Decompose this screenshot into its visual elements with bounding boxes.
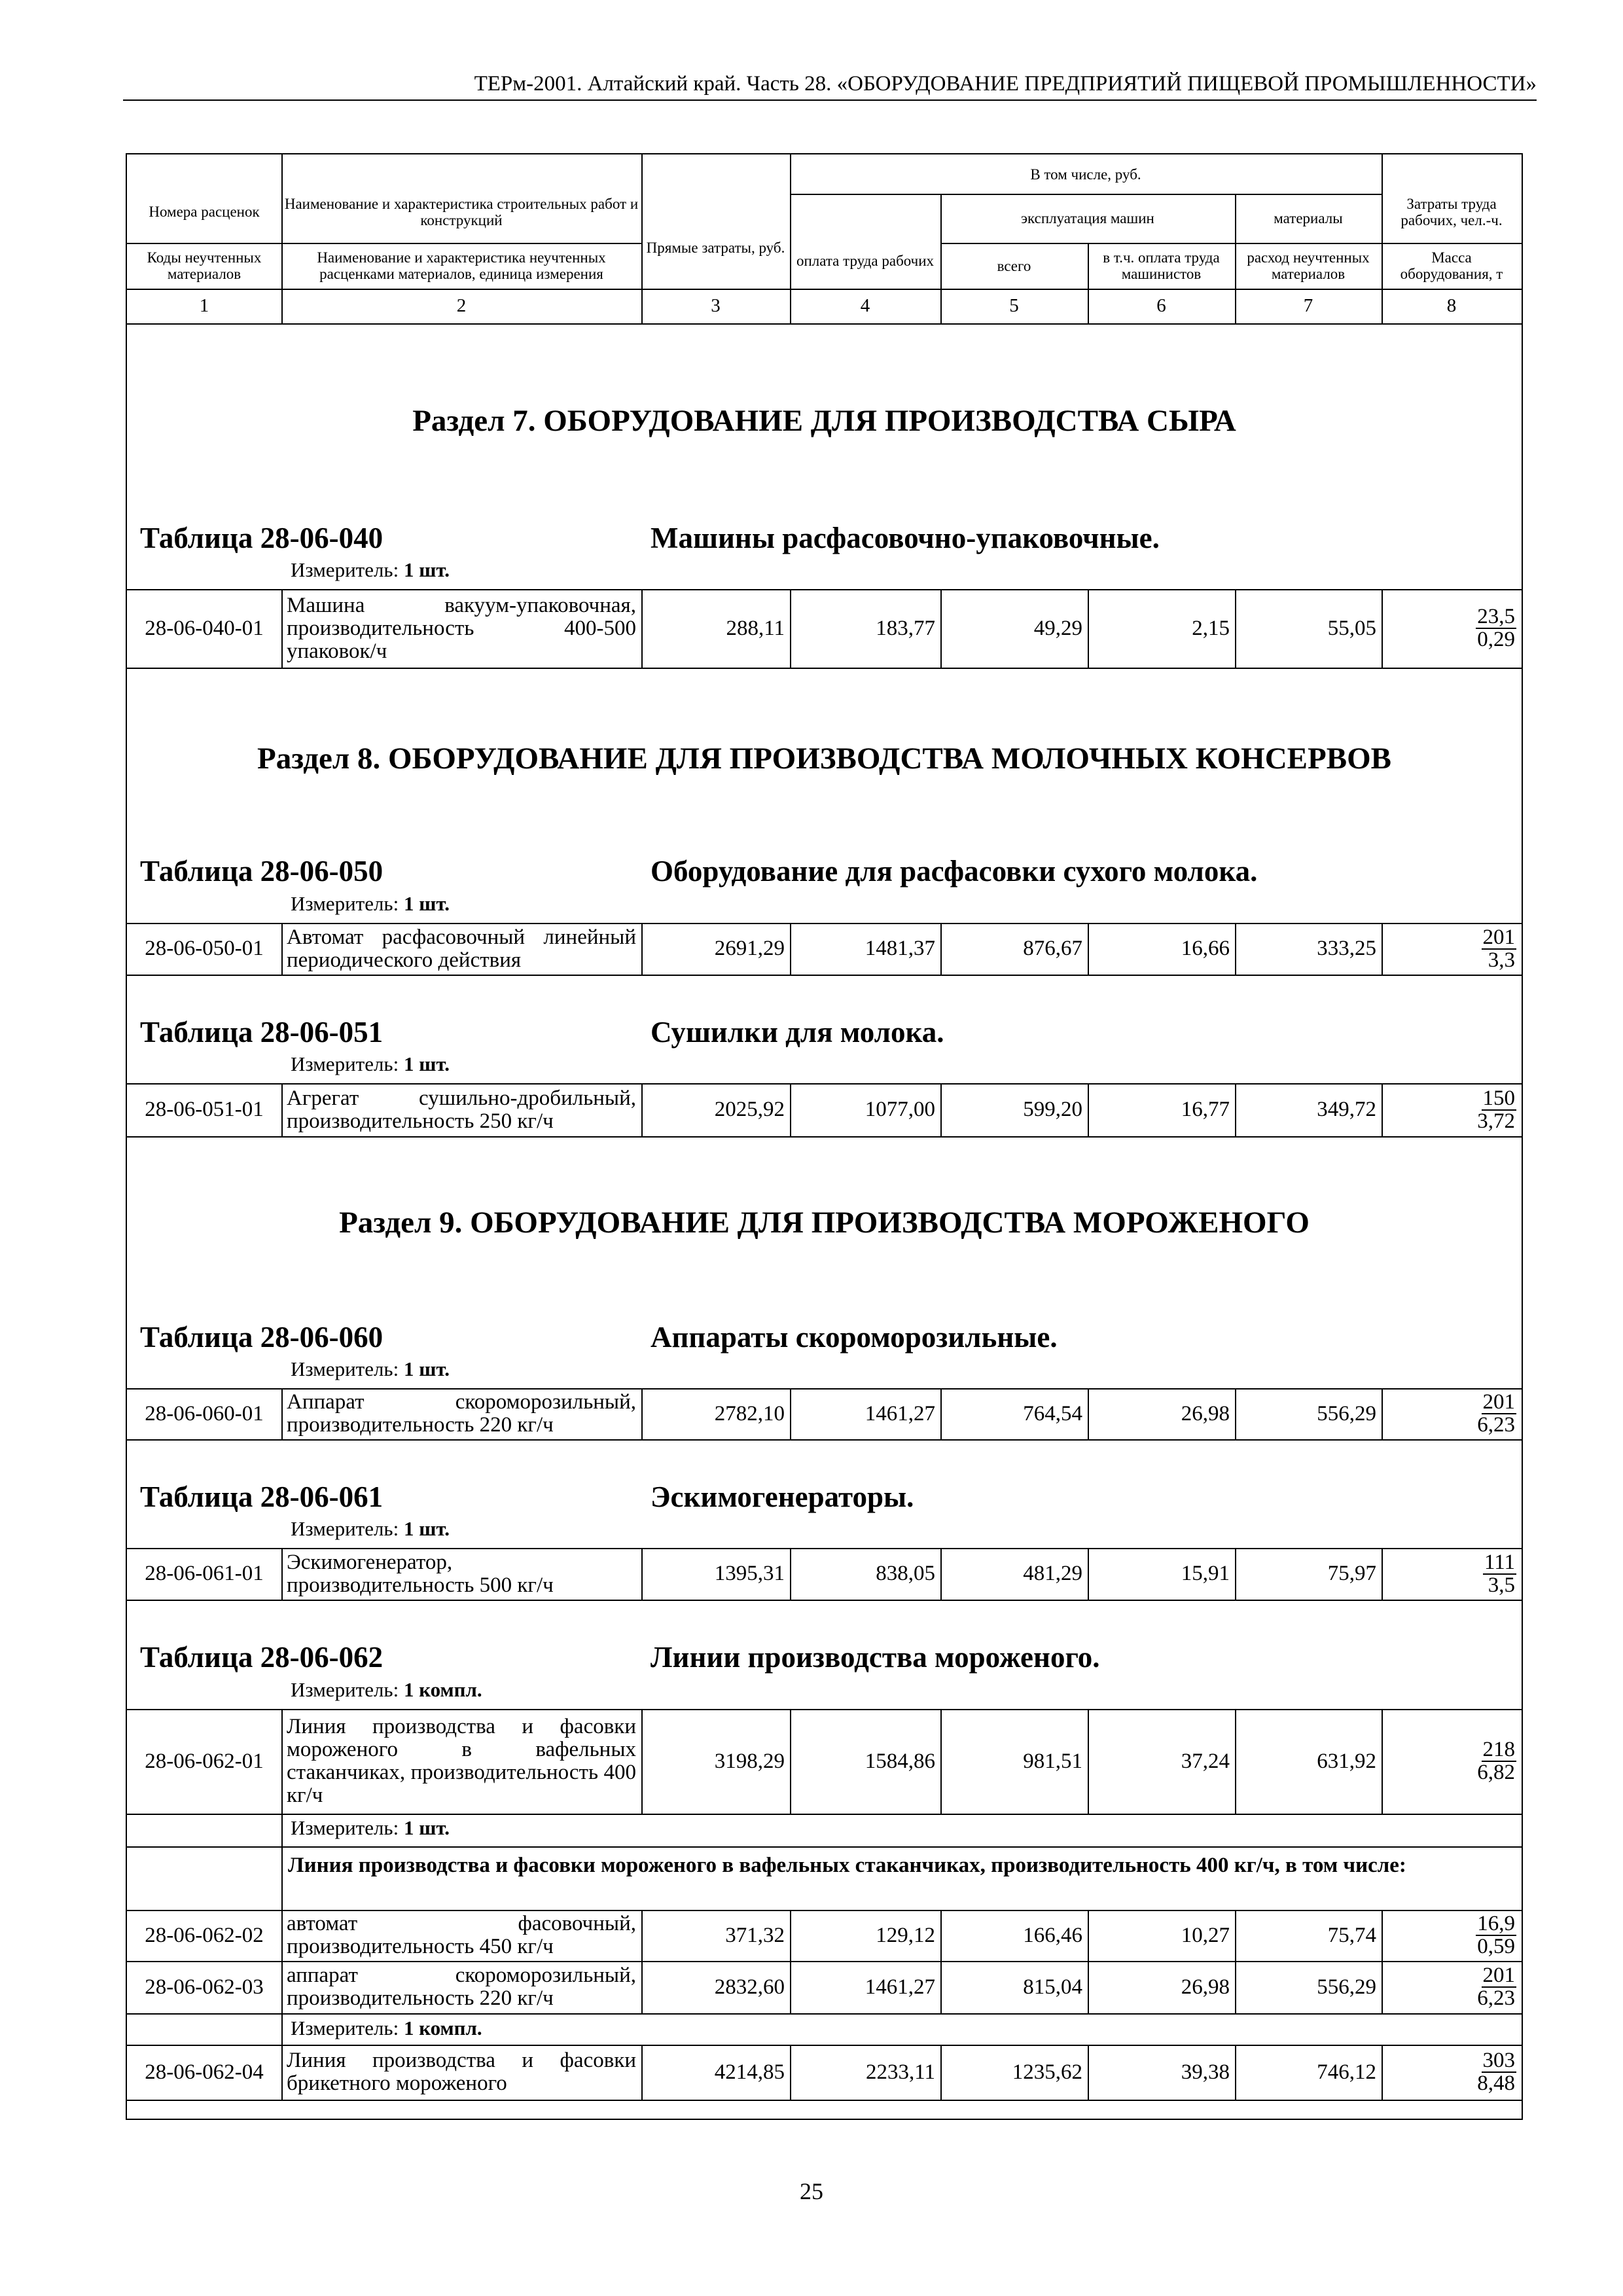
measure-value: 1 шт.: [403, 1052, 450, 1075]
column-number: 1: [199, 295, 209, 316]
machine-cost: 981,51: [1023, 1749, 1082, 1773]
measure-value: 1 шт.: [403, 892, 450, 915]
labor-hours: 201: [1482, 1964, 1515, 1987]
header-col1-bottom: Коды неучтенных материалов: [147, 249, 262, 282]
table-title: Машины расфасовочно-упаковочные.: [651, 522, 1160, 554]
direct-cost: 2025,92: [714, 1098, 785, 1121]
rate-code: 28-06-062-01: [145, 1749, 264, 1773]
operator-cost: 26,98: [1181, 1401, 1230, 1426]
labor-cost: 1461,27: [865, 1975, 935, 1999]
rate-code: 28-06-062-04: [145, 2060, 264, 2084]
rule-h: [1382, 243, 1522, 244]
rate-code: 28-06-060-01: [145, 1401, 264, 1426]
group-note: Линия производства и фасовки мороженого в вафельных стаканчиках, производительность 400 кг/ч, в том числе:: [288, 1854, 1406, 1877]
header-col1-top: Номера расценок: [149, 204, 260, 220]
section-title: Раздел 8. ОБОРУДОВАНИЕ ДЛЯ ПРОИЗВОДСТВА МОЛОЧНЫХ КОНСЕРВОВ: [257, 742, 1391, 776]
header-col8-bottom: Масса оборудования, т: [1400, 249, 1503, 282]
work-name-text: Агрегат сушильно-дробильный, производительность 250 кг/ч: [287, 1086, 636, 1133]
direct-cost: 371,32: [725, 1923, 785, 1947]
equipment-mass: 3,5: [1488, 1573, 1515, 1597]
column-number: 6: [1156, 295, 1166, 316]
work-name: [281, 1388, 641, 1439]
rate-code: 28-06-050-01: [145, 937, 264, 960]
equipment-mass: 0,29: [1477, 628, 1515, 651]
rule-h: [127, 2013, 1522, 2015]
operator-cost: 2,15: [1192, 616, 1230, 640]
rule-h: [127, 1439, 1522, 1441]
measure-label: Измеритель:: [291, 1052, 399, 1075]
operator-cost: 16,77: [1181, 1098, 1230, 1121]
measure-label: Измеритель:: [291, 1816, 399, 1839]
labor-hours: 111: [1484, 1550, 1515, 1574]
labor-mass: [1382, 2045, 1522, 2100]
rule-h: [127, 975, 1522, 976]
materials-cost: 55,05: [1327, 616, 1376, 640]
direct-cost: 2832,60: [714, 1975, 785, 1999]
table-code: Таблица 28-06-040: [140, 522, 383, 554]
equipment-mass: 6,82: [1477, 1761, 1515, 1784]
column-number: 3: [711, 295, 721, 316]
machine-cost: 764,54: [1023, 1401, 1082, 1426]
labor-cost: 838,05: [876, 1562, 935, 1585]
rate-code: 28-06-062-03: [145, 1975, 264, 1999]
table-code: Таблица 28-06-051: [140, 1016, 383, 1049]
header-col4: оплата труда рабочих: [796, 253, 935, 269]
operator-cost: 16,66: [1181, 937, 1230, 960]
table-title: Оборудование для расфасовки сухого молока.: [651, 855, 1258, 888]
header-materials: материалы: [1274, 210, 1343, 226]
rule-v: [281, 154, 283, 323]
measure-unit: [291, 1517, 450, 1541]
measure-unit: [291, 1678, 482, 1702]
header-machines: эксплуатация машин: [1021, 210, 1154, 226]
labor-hours: 150: [1482, 1086, 1515, 1110]
rule-v: [940, 194, 942, 323]
section-title: Раздел 9. ОБОРУДОВАНИЕ ДЛЯ ПРОИЗВОДСТВА МОРОЖЕНОГО: [339, 1206, 1310, 1240]
direct-cost: 3198,29: [714, 1749, 785, 1773]
rule-h: [940, 243, 1382, 244]
table-code: Таблица 28-06-060: [140, 1321, 383, 1354]
machine-cost: 599,20: [1023, 1098, 1082, 1121]
measure-label: Измеритель:: [291, 1678, 399, 1701]
operator-cost: 10,27: [1181, 1923, 1230, 1947]
table-code: Таблица 28-06-061: [140, 1480, 383, 1513]
equipment-mass: 3,3: [1488, 948, 1515, 972]
work-name: [281, 1083, 641, 1136]
measure-value: 1 шт.: [403, 1816, 450, 1839]
table-code: Таблица 28-06-062: [140, 1641, 383, 1674]
materials-cost: 631,92: [1317, 1749, 1376, 1773]
rule-h: [127, 1814, 1522, 1815]
measure-value: 1 компл.: [403, 1678, 482, 1701]
measure-unit: [291, 2017, 482, 2040]
header-col2-top: Наименование и характеристика строительных работ и конструкций: [284, 195, 639, 228]
measure-value: 1 компл.: [403, 2017, 482, 2039]
header-col6: в т.ч. оплата труда машинистов: [1103, 249, 1220, 282]
rule-v: [790, 154, 791, 323]
equipment-mass: 0,59: [1477, 1935, 1515, 1958]
work-name-text: Автомат расфасовочный линейный периодического действия: [287, 925, 636, 972]
rate-code: 28-06-040-01: [145, 616, 264, 640]
measure-unit: [291, 1052, 450, 1076]
measure-value: 1 шт.: [403, 1357, 450, 1380]
header-col3: Прямые затраты, руб.: [646, 240, 785, 256]
price-table: [126, 153, 1523, 2120]
work-name: [281, 1961, 641, 2013]
labor-cost: 183,77: [876, 616, 935, 640]
column-number: 5: [1009, 295, 1019, 316]
operator-cost: 15,91: [1181, 1562, 1230, 1585]
measure-unit: [291, 892, 450, 916]
labor-hours: 16,9: [1477, 1912, 1515, 1935]
measure-label: Измеритель:: [291, 892, 399, 915]
header-col8-top: Затраты труда рабочих, чел.-ч.: [1400, 195, 1503, 228]
equipment-mass: 8,48: [1477, 2072, 1515, 2095]
table-title: Аппараты скороморозильные.: [651, 1321, 1058, 1354]
work-name: [281, 1709, 641, 1814]
rule-v: [281, 1846, 283, 1910]
column-number: 7: [1303, 295, 1313, 316]
rate-code: 28-06-051-01: [145, 1098, 264, 1121]
measure-label: Измеритель:: [291, 558, 399, 581]
machine-cost: 815,04: [1023, 1975, 1082, 1999]
direct-cost: 2691,29: [714, 937, 785, 960]
equipment-mass: 6,23: [1477, 1413, 1515, 1437]
running-header: ТЕРм-2001. Алтайский край. Часть 28. «ОБОРУДОВАНИЕ ПРЕДПРИЯТИЙ ПИЩЕВОЙ ПРОМЫШЛЕННОСТИ»: [123, 71, 1537, 101]
labor-mass: [1382, 589, 1522, 668]
rate-code: 28-06-062-02: [145, 1923, 264, 1947]
rule-v: [281, 1814, 283, 1846]
measure-unit: [291, 1816, 450, 1840]
operator-cost: 26,98: [1181, 1975, 1230, 1999]
header-col2-bottom: Наименование и характеристика неучтенных расценками материалов, единица измерения: [317, 249, 606, 282]
labor-cost: 1077,00: [865, 1098, 935, 1121]
materials-cost: 746,12: [1317, 2060, 1376, 2084]
direct-cost: 4214,85: [714, 2060, 785, 2084]
direct-cost: 288,11: [726, 616, 785, 640]
table-code: Таблица 28-06-050: [140, 855, 383, 888]
machine-cost: 166,46: [1023, 1923, 1082, 1947]
materials-cost: 349,72: [1317, 1098, 1376, 1121]
direct-cost: 2782,10: [714, 1401, 785, 1426]
machine-cost: 1235,62: [1012, 2060, 1082, 2084]
labor-cost: 129,12: [876, 1923, 935, 1947]
machine-cost: 876,67: [1023, 937, 1082, 960]
rule-v: [1382, 154, 1383, 323]
work-name-text: Линия производства и фасовки мороженого в вафельных стаканчиках, производительность 400 кг/ч: [287, 1715, 636, 1807]
labor-mass: [1382, 1709, 1522, 1814]
measure-label: Измеритель:: [291, 2017, 399, 2039]
labor-hours: 218: [1482, 1738, 1515, 1761]
work-name: [281, 923, 641, 975]
rule-h: [127, 323, 1522, 325]
labor-mass: [1382, 1961, 1522, 2013]
rule-h: [790, 194, 1382, 195]
work-name: [281, 589, 641, 668]
labor-cost: 1584,86: [865, 1749, 935, 1773]
rule-h: [127, 1136, 1522, 1138]
rate-code: 28-06-061-01: [145, 1562, 264, 1585]
materials-cost: 556,29: [1317, 1401, 1376, 1426]
labor-cost: 1481,37: [865, 937, 935, 960]
rule-h: [127, 1600, 1522, 1601]
page-number: 25: [800, 2178, 823, 2204]
machine-cost: 49,29: [1033, 616, 1082, 640]
direct-cost: 1395,31: [714, 1562, 785, 1585]
rule-h: [127, 1846, 1522, 1848]
measure-unit: [291, 558, 450, 582]
operator-cost: 39,38: [1181, 2060, 1230, 2084]
work-name-text: Эскимогенератор, производительность 500 кг/ч: [287, 1550, 554, 1597]
materials-cost: 75,97: [1327, 1562, 1376, 1585]
header-col7: расход неучтенных материалов: [1247, 249, 1370, 282]
table-title: Эскимогенераторы.: [651, 1480, 914, 1513]
machine-cost: 481,29: [1023, 1562, 1082, 1585]
table-title: Сушилки для молока.: [651, 1016, 944, 1049]
labor-mass: [1382, 1388, 1522, 1439]
work-name-text: аппарат скороморозильный, производительность 220 кг/ч: [287, 1964, 636, 2010]
measure-value: 1 шт.: [403, 1517, 450, 1540]
header-col5: всего: [997, 257, 1031, 274]
operator-cost: 37,24: [1181, 1749, 1230, 1773]
measure-label: Измеритель:: [291, 1357, 399, 1380]
rule-v: [641, 154, 643, 323]
measure-label: Измеритель:: [291, 1517, 399, 1540]
work-name: [281, 1910, 641, 1961]
labor-hours: 303: [1482, 2049, 1515, 2072]
column-number: 2: [456, 295, 467, 316]
measure-value: 1 шт.: [403, 558, 450, 581]
work-name-text: автомат фасовочный, производительность 450 кг/ч: [287, 1912, 636, 1958]
labor-cost: 2233,11: [865, 2060, 935, 2084]
labor-cost: 1461,27: [865, 1401, 935, 1426]
labor-hours: 201: [1482, 1390, 1515, 1414]
materials-cost: 75,74: [1327, 1923, 1376, 1947]
column-number: 4: [860, 295, 870, 316]
rule-v: [1088, 243, 1089, 323]
rule-h: [127, 289, 1522, 290]
labor-mass: [1382, 1910, 1522, 1961]
equipment-mass: 6,23: [1477, 1986, 1515, 2010]
labor-mass: [1382, 923, 1522, 975]
rule-v: [1235, 194, 1236, 323]
labor-mass: [1382, 1548, 1522, 1600]
rule-h: [127, 668, 1522, 669]
materials-cost: 333,25: [1317, 937, 1376, 960]
rule-v: [281, 2013, 283, 2045]
work-name-text: Аппарат скороморозильный, производительность 220 кг/ч: [287, 1390, 636, 1437]
rule-h: [127, 2100, 1522, 2101]
table-title: Линии производства мороженого.: [651, 1641, 1100, 1674]
work-name: [281, 2045, 641, 2100]
labor-hours: 201: [1482, 925, 1515, 949]
work-name-text: Машина вакуум-упаковочная, производительность 400-500 упаковок/ч: [287, 593, 636, 663]
materials-cost: 556,29: [1317, 1975, 1376, 1999]
measure-unit: [291, 1357, 450, 1381]
labor-hours: 23,5: [1477, 605, 1515, 628]
equipment-mass: 3,72: [1477, 1109, 1515, 1133]
work-name: [281, 1548, 641, 1600]
header-group: В том числе, руб.: [1030, 166, 1141, 183]
work-name-text: Линия производства и фасовки брикетного мороженого: [287, 2049, 636, 2095]
labor-mass: [1382, 1083, 1522, 1136]
column-number: 8: [1446, 295, 1457, 316]
rule-h: [127, 243, 641, 244]
section-title: Раздел 7. ОБОРУДОВАНИЕ ДЛЯ ПРОИЗВОДСТВА СЫРА: [412, 404, 1236, 438]
